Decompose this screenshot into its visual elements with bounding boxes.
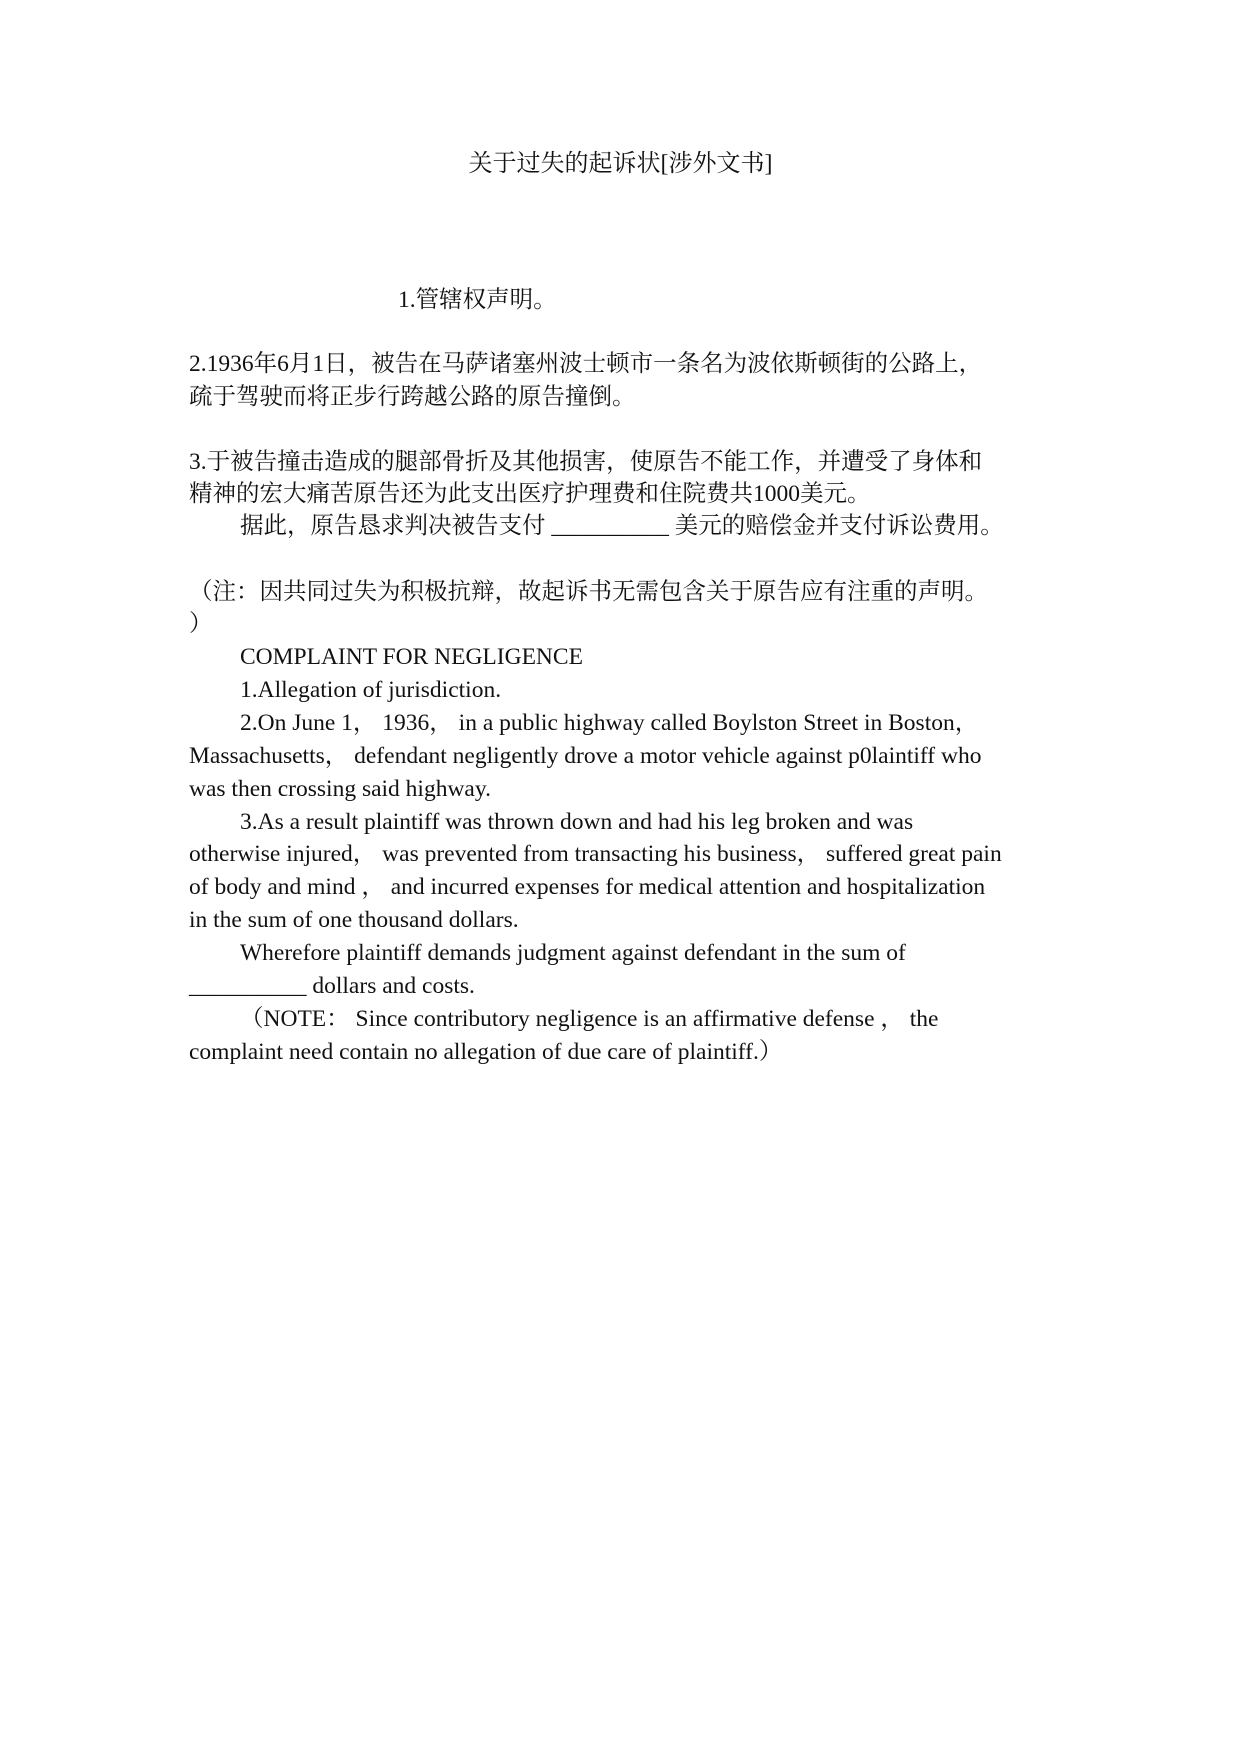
en-paragraph-4-line-2: __________ dollars and costs. — [189, 973, 475, 999]
en-paragraph-2-line-1: 2.On June 1， 1936， in a public highway called Boylston Street in Boston， — [240, 710, 979, 736]
en-paragraph-3-line-3: of body and mind ， and incurred expenses for medical attention and hospitalization — [189, 874, 986, 900]
en-paragraph-2-line-3: was then crossing said highway. — [189, 776, 491, 802]
zh-note-line-2: ） — [189, 611, 213, 637]
zh-note-line-1: （注：因共同过失为积极抗辩，故起诉书无需包含关于原告应有注重的声明。 — [189, 579, 988, 605]
en-note-line-2: complaint need contain no allegation of due care of plaintiff.） — [189, 1039, 783, 1065]
zh-paragraph-4: 据此，原告恳求判决被告支付 __________ 美元的赔偿金并支付诉讼费用。 — [240, 513, 1004, 539]
en-heading: COMPLAINT FOR NEGLIGENCE — [240, 644, 583, 670]
en-paragraph-3-line-4: in the sum of one thousand dollars. — [189, 907, 519, 933]
en-paragraph-4-line-1: Wherefore plaintiff demands judgment against defendant in the sum of — [240, 940, 906, 966]
zh-paragraph-2-line-2: 疏于驾驶而将正步行跨越公路的原告撞倒。 — [189, 384, 636, 410]
en-paragraph-2-line-2: Massachusetts， defendant negligently drove a motor vehicle against p0laintiff who — [189, 743, 982, 769]
en-paragraph-1: 1.Allegation of jurisdiction. — [240, 677, 502, 703]
document-title: 关于过失的起诉状[涉外文书] — [468, 151, 773, 177]
zh-paragraph-3-line-2: 精神的宏大痛苦原告还为此支出医疗护理费和住院费共1000美元。 — [189, 481, 871, 507]
zh-paragraph-3-line-1: 3.于被告撞击造成的腿部骨折及其他损害，使原告不能工作，并遭受了身体和 — [189, 449, 983, 475]
en-note-line-1: （NOTE： Since contributory negligence is an affirmative defense ， the — [240, 1006, 939, 1032]
zh-paragraph-1: 1.管辖权声明。 — [398, 287, 557, 313]
zh-paragraph-2-line-1: 2.1936年6月1日，被告在马萨诸塞州波士顿市一条名为波依斯顿街的公路上， — [189, 351, 983, 377]
en-paragraph-3-line-2: otherwise injured， was prevented from transacting his business， suffered great pain — [189, 841, 1002, 867]
en-paragraph-3-line-1: 3.As a result plaintiff was thrown down and had his leg broken and was — [240, 809, 914, 835]
